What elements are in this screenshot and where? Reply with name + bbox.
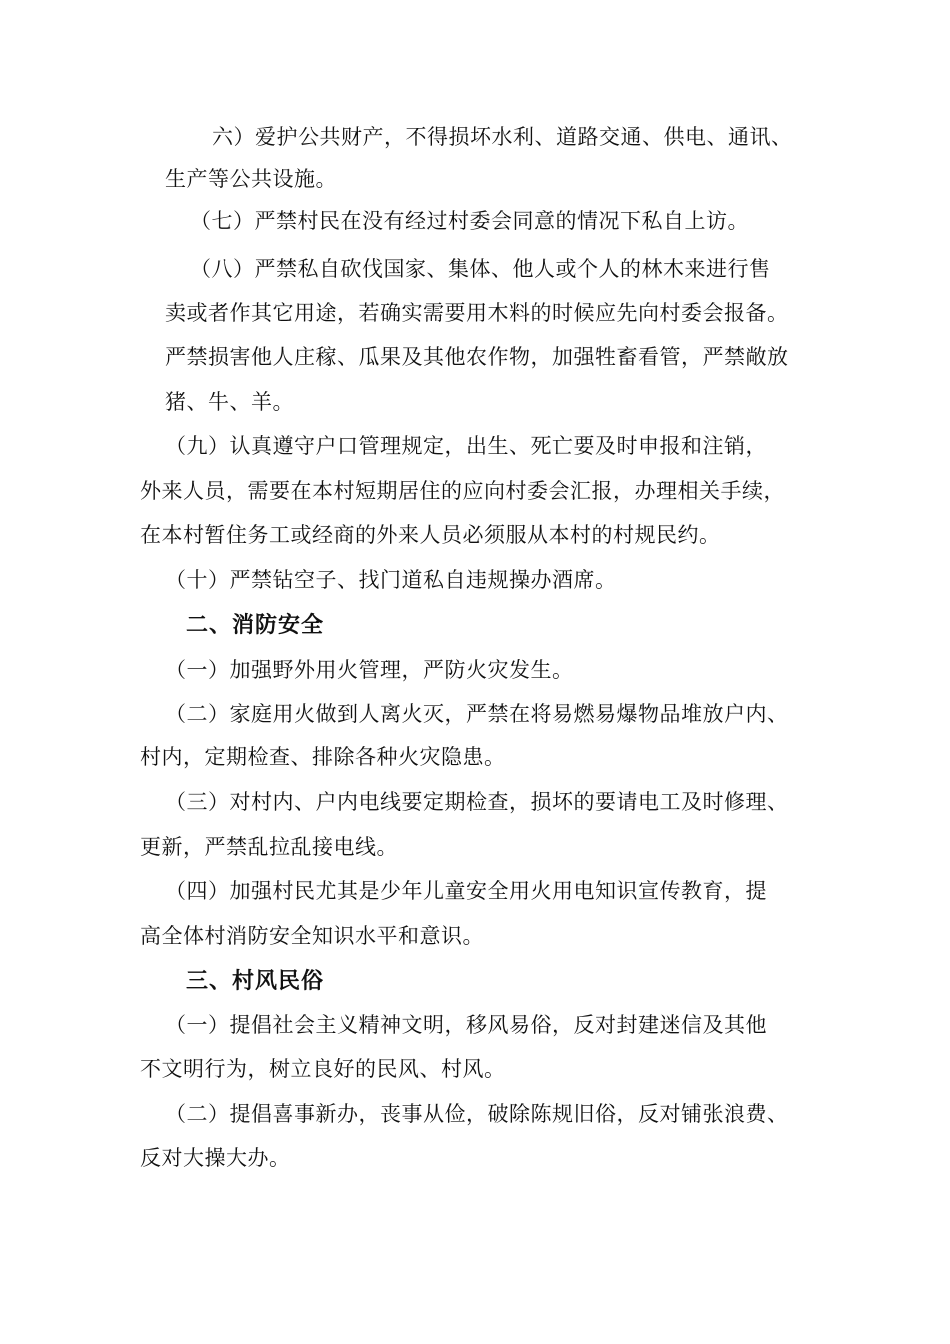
clause-8-line-1: （八）严禁私自砍伐国家、集体、他人或个人的林木来进行售 [190, 257, 771, 281]
clause-9-line-3: 在本村暂住务工或经商的外来人员必须服从本村的村规民约。 [140, 523, 721, 547]
fire-clause-3-line-1: （三）对村内、户内电线要定期检查，损坏的要请电工及时修理、 [165, 790, 789, 814]
clause-8-line-3: 严禁损害他人庄稼、瓜果及其他农作物，加强牲畜看管，严禁敞放 [165, 345, 789, 369]
fire-clause-3-line-2: 更新，严禁乱拉乱接电线。 [140, 835, 398, 859]
fire-clause-1-line-1: （一）加强野外用火管理，严防火灾发生。 [165, 658, 574, 682]
custom-clause-2-line-2: 反对大操大办。 [140, 1146, 291, 1170]
fire-clause-4-line-1: （四）加强村民尤其是少年儿童安全用火用电知识宣传教育，提 [165, 879, 767, 903]
custom-clause-1-line-2: 不文明行为，树立良好的民风、村风。 [140, 1057, 506, 1081]
section-heading-village-customs: 三、村风民俗 [186, 969, 325, 994]
fire-clause-4-line-2: 高全体村消防安全知识水平和意识。 [140, 924, 484, 948]
section-heading-fire-safety: 二、消防安全 [186, 613, 325, 638]
custom-clause-2-line-1: （二）提倡喜事新办，丧事从俭，破除陈规旧俗，反对铺张浪费、 [165, 1102, 789, 1126]
custom-clause-1-line-1: （一）提倡社会主义精神文明，移风易俗，反对封建迷信及其他 [165, 1013, 767, 1037]
fire-clause-2-line-1: （二）家庭用火做到人离火灭，严禁在将易燃易爆物品堆放户内、 [165, 702, 789, 726]
clause-9-line-1: （九）认真遵守户口管理规定，出生、死亡要及时申报和注销， [165, 434, 767, 458]
clause-8-line-4: 猪、牛、羊。 [165, 390, 294, 414]
clause-10-line-1: （十）严禁钻空子、找门道私自违规操办酒席。 [165, 568, 617, 592]
clause-7-line-1: （七）严禁村民在没有经过村委会同意的情况下私自上访。 [190, 209, 749, 233]
fire-clause-2-line-2: 村内，定期检查、排除各种火灾隐患。 [140, 745, 506, 769]
clause-6-line-1: 六）爱护公共财产，不得损坏水利、道路交通、供电、通讯、 [212, 125, 793, 149]
clause-9-line-2: 外来人员，需要在本村短期居住的应向村委会汇报，办理相关手续， [140, 479, 785, 503]
clause-8-line-2: 卖或者作其它用途，若确实需要用木料的时候应先向村委会报备。 [165, 301, 789, 325]
clause-6-line-2: 生产等公共设施。 [165, 167, 337, 191]
